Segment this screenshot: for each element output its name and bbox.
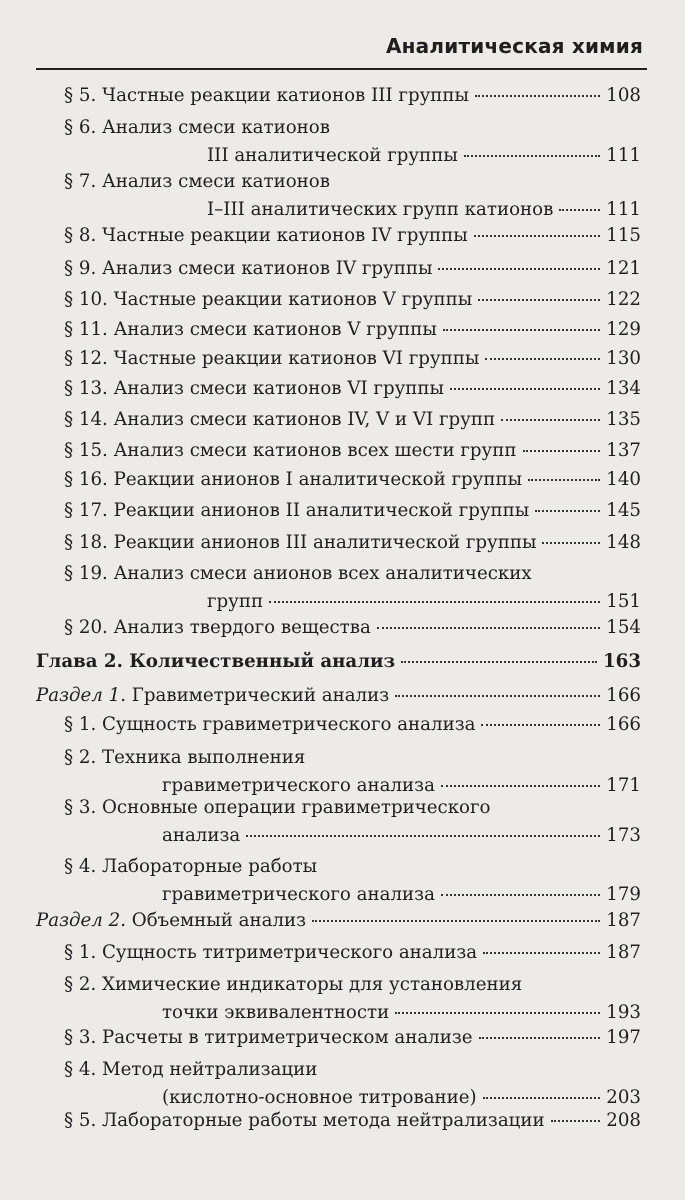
toc-entry-text: Анализ смеси анионов всех аналитических (113, 563, 532, 584)
toc-entry (64, 168, 641, 224)
toc-entry-line (64, 497, 641, 525)
toc-entry (64, 560, 641, 616)
toc-entry-title (64, 497, 529, 525)
toc-entry-line (64, 375, 641, 403)
toc-entry (64, 466, 641, 494)
page-number: 193 (606, 1002, 641, 1023)
toc-entry-text: III аналитической группы (207, 145, 458, 166)
toc-entry-text: Метод нейтрализации (102, 1059, 318, 1080)
dot-leader (483, 951, 600, 954)
dot-leader (246, 834, 600, 837)
toc-entry-title (64, 1056, 317, 1084)
toc-entry-text: Анализ смеси катионов IV группы (102, 258, 433, 279)
page-number: 137 (606, 440, 641, 461)
toc-entry-number: § 3. (64, 797, 103, 818)
toc-entry-line (64, 971, 641, 999)
toc-entry-text: Лабораторные работы метода нейтрализации (102, 1110, 545, 1131)
toc-entry-text: Реакции анионов I аналитической группы (113, 469, 523, 490)
toc-entry (64, 375, 641, 403)
toc-entry-text: Анализ смеси катионов (102, 171, 330, 192)
toc-entry-text: Сущность титриметрического анализа (102, 942, 478, 963)
toc-entry-title (64, 82, 469, 110)
toc-entry-line (64, 345, 641, 373)
toc-entry-line (64, 316, 641, 344)
toc-entry (64, 114, 641, 170)
toc-entry-line (64, 437, 641, 465)
toc-entry-text: I–III аналитических групп катионов (207, 199, 554, 220)
dot-leader (479, 1036, 601, 1039)
page-number: 135 (606, 409, 641, 430)
page-number: 154 (606, 617, 641, 638)
toc-entry-line (64, 466, 641, 494)
page-number: 187 (606, 910, 641, 931)
toc-entry-title (64, 560, 532, 588)
toc-entry-number: § 2. (64, 747, 103, 768)
page-number: 148 (606, 532, 641, 553)
toc-entry-line (36, 682, 641, 710)
toc-entry-title (64, 437, 517, 465)
toc-entry-title (207, 588, 263, 616)
page-number: 111 (606, 199, 641, 220)
toc-entry-title (64, 375, 444, 403)
page-number: 134 (606, 378, 641, 399)
toc-entry (36, 648, 641, 676)
toc-entry-line (64, 1024, 641, 1052)
dot-leader (395, 1011, 600, 1014)
toc-entry-line (64, 999, 641, 1027)
toc-entry-line (64, 588, 641, 616)
toc-entry-text: Лабораторные работы (102, 856, 318, 877)
dot-leader (481, 723, 600, 726)
toc-entry-number: § 2. (64, 974, 103, 995)
toc-entry-line (64, 114, 641, 142)
toc-entry-title (64, 1107, 545, 1135)
toc-entry-text: Анализ смеси катионов (102, 117, 330, 138)
toc-entry (64, 406, 641, 434)
toc-entry-title (207, 196, 553, 224)
toc-entry (64, 82, 641, 110)
page-number: 208 (606, 1110, 641, 1131)
toc-entry-text: Анализ смеси катионов VI группы (113, 378, 445, 399)
toc-entry-line (64, 939, 641, 967)
toc-entry (64, 437, 641, 465)
dot-leader (464, 154, 600, 157)
toc-entry-line (36, 648, 641, 676)
dot-leader (535, 509, 600, 512)
toc-entry-number: § 3. (64, 1027, 103, 1048)
toc-entry-title (64, 853, 317, 881)
page-number: 171 (606, 775, 641, 796)
toc-entry-text: Анализ смеси катионов V группы (113, 319, 437, 340)
page-number: 166 (606, 685, 641, 706)
toc-entry-title (64, 794, 491, 822)
toc-entry (64, 1024, 641, 1052)
dot-leader (501, 418, 600, 421)
dot-leader (441, 784, 600, 787)
toc-entry-title (64, 614, 371, 642)
toc-entry-title (64, 345, 479, 373)
toc-entry-title (64, 711, 475, 739)
toc-entry-text: Расчеты в титриметрическом анализе (102, 1027, 473, 1048)
page-number: 203 (606, 1087, 641, 1108)
page-number: 173 (606, 825, 641, 846)
toc-entry-line (64, 744, 641, 772)
dot-leader (441, 893, 600, 896)
toc-entry-number: Раздел 2. (36, 910, 127, 931)
dot-leader (443, 328, 600, 331)
toc-entry (64, 614, 641, 642)
toc-entry-text: Частные реакции катионов V группы (113, 289, 473, 310)
toc-entry-line (64, 560, 641, 588)
dot-leader (551, 1119, 601, 1122)
page-number: 166 (606, 714, 641, 735)
toc-entry-number: § 5. (64, 85, 103, 106)
dot-leader (478, 298, 600, 301)
page-number: 111 (606, 145, 641, 166)
toc-entry-line (64, 196, 641, 224)
toc-entry-title (207, 142, 458, 170)
toc-entry (64, 711, 641, 739)
toc-entry (64, 744, 641, 800)
dot-leader (528, 478, 600, 481)
page-number: 151 (606, 591, 641, 612)
toc-entry-number: § 16. (64, 469, 114, 490)
toc-entry-title (162, 881, 435, 909)
page-number: 179 (606, 884, 641, 905)
toc-entry-text: Анализ смеси катионов всех шести групп (113, 440, 517, 461)
toc-entry-title (64, 939, 477, 967)
toc-entry-line (64, 168, 641, 196)
toc-entry-text: Частные реакции катионов IV группы (102, 225, 468, 246)
toc-entry (64, 255, 641, 283)
toc-entry-line (64, 255, 641, 283)
toc-entry-text: точки эквивалентности (162, 1002, 390, 1023)
toc-entry-number: § 11. (64, 319, 114, 340)
toc-entry-title (64, 222, 468, 250)
toc-entry-number: § 19. (64, 563, 114, 584)
toc-entry-title (64, 168, 330, 196)
toc-entry-number: § 7. (64, 171, 103, 192)
toc-entry (36, 907, 641, 935)
toc-entry-title (64, 1024, 473, 1052)
toc-entry-title (36, 682, 389, 710)
toc-entry-number: § 12. (64, 348, 114, 369)
toc-entry-text: Химические индикаторы для установления (102, 974, 523, 995)
toc-entry-line (36, 907, 641, 935)
toc-entry-number: § 4. (64, 1059, 103, 1080)
toc-entry-number: § 4. (64, 856, 103, 877)
toc-entry-line (64, 1107, 641, 1135)
toc-entry-line (64, 614, 641, 642)
toc-entry-line (64, 853, 641, 881)
toc-entry-text: Частные реакции катионов VI группы (113, 348, 480, 369)
toc-entry (64, 286, 641, 314)
toc-entry-title (64, 286, 472, 314)
toc-entry (36, 682, 641, 710)
toc-entry-line (64, 711, 641, 739)
dot-leader (312, 919, 600, 922)
toc-entry-text: Гравиметрический анализ (126, 685, 390, 706)
toc-entry-number: Раздел 1. (36, 685, 127, 706)
dot-leader (559, 208, 600, 211)
toc-entry-title (64, 316, 437, 344)
toc-entry-text: Реакции анионов III аналитической группы (113, 532, 537, 553)
dot-leader (395, 694, 600, 697)
toc-entry-text: (кислотно-основное титрование) (162, 1087, 477, 1108)
toc-entry-text: групп (207, 591, 264, 612)
toc-entry-line (64, 222, 641, 250)
page-number: 163 (603, 651, 641, 672)
toc-entry-text: анализа (162, 825, 241, 846)
toc-entry-title (64, 114, 330, 142)
toc-entry-text: Сущность гравиметрического анализа (102, 714, 476, 735)
toc-entry-line (64, 881, 641, 909)
toc-entry-title (64, 255, 432, 283)
dot-leader (485, 357, 600, 360)
toc-entry (64, 971, 641, 1027)
toc-entry (64, 497, 641, 525)
toc-entry-title (64, 466, 522, 494)
toc-entry-number: § 5. (64, 1110, 103, 1131)
toc-entry-title (64, 529, 536, 557)
toc-entry-line (64, 822, 641, 850)
toc-entry-number: § 9. (64, 258, 103, 279)
page-number: 122 (606, 289, 641, 310)
toc-entry-line (64, 529, 641, 557)
toc-entry-text: Частные реакции катионов III группы (102, 85, 470, 106)
toc-entry-title (64, 971, 522, 999)
toc-entry-line (64, 406, 641, 434)
dot-leader (377, 626, 600, 629)
toc-entry (64, 222, 641, 250)
toc-entry-number: § 10. (64, 289, 114, 310)
toc-entry-number: § 18. (64, 532, 114, 553)
toc-entry-number: § 17. (64, 500, 114, 521)
toc-entry-number: § 20. (64, 617, 114, 638)
toc-entry-title (162, 822, 240, 850)
toc-entry (64, 853, 641, 909)
dot-leader (438, 267, 600, 270)
page-number: 129 (606, 319, 641, 340)
toc-entry-number: § 14. (64, 409, 114, 430)
toc-entry-number: § 6. (64, 117, 103, 138)
toc-entry-text: Анализ смеси катионов IV, V и VI групп (113, 409, 496, 430)
page-number: 140 (606, 469, 641, 490)
dot-leader (474, 234, 601, 237)
toc-entry-text: Объемный анализ (126, 910, 307, 931)
toc-entry-line (64, 142, 641, 170)
toc-entry-text: Техника выполнения (102, 747, 306, 768)
toc-entry-text: гравиметрического анализа (162, 884, 435, 905)
toc-entry-line (64, 1056, 641, 1084)
dot-leader (450, 387, 600, 390)
toc-entry (64, 529, 641, 557)
page-number: 145 (606, 500, 641, 521)
page-number: 121 (606, 258, 641, 279)
toc-entry-number: § 15. (64, 440, 114, 461)
dot-leader (401, 660, 597, 663)
toc-entry (64, 345, 641, 373)
toc-entry-line (64, 794, 641, 822)
toc-entry-title (64, 744, 305, 772)
toc-entry-line (64, 82, 641, 110)
dot-leader (475, 94, 600, 97)
toc-entry-number: § 8. (64, 225, 103, 246)
toc-entry-text: Основные операции гравиметрического (102, 797, 491, 818)
toc-entry-text: Анализ твердого вещества (113, 617, 371, 638)
dot-leader (523, 449, 601, 452)
toc-entry-title (162, 999, 389, 1027)
toc-entry-line (64, 286, 641, 314)
toc-entry (64, 794, 641, 850)
toc-entry (64, 316, 641, 344)
toc-entry (64, 1107, 641, 1135)
page-number: 108 (606, 85, 641, 106)
toc-entry-text: Глава 2. Количественный анализ (36, 651, 396, 672)
toc-entry-number: § 1. (64, 942, 103, 963)
running-header-title: Аналитическая химия (385, 34, 643, 58)
page-number: 115 (606, 225, 641, 246)
toc-entry-title (36, 648, 395, 676)
toc-entry (64, 939, 641, 967)
toc-entry (64, 1056, 641, 1112)
page-number: 197 (606, 1027, 641, 1048)
toc-entry-text: гравиметрического анализа (162, 775, 435, 796)
dot-leader (269, 600, 600, 603)
page-number: 187 (606, 942, 641, 963)
toc-entry-title (36, 907, 306, 935)
toc-entry-text: Реакции анионов II аналитической группы (113, 500, 530, 521)
toc-entry-title (64, 406, 495, 434)
toc-entry-number: § 13. (64, 378, 114, 399)
dot-leader (483, 1096, 601, 1099)
page-number: 130 (606, 348, 641, 369)
toc-entry-number: § 1. (64, 714, 103, 735)
dot-leader (542, 541, 600, 544)
